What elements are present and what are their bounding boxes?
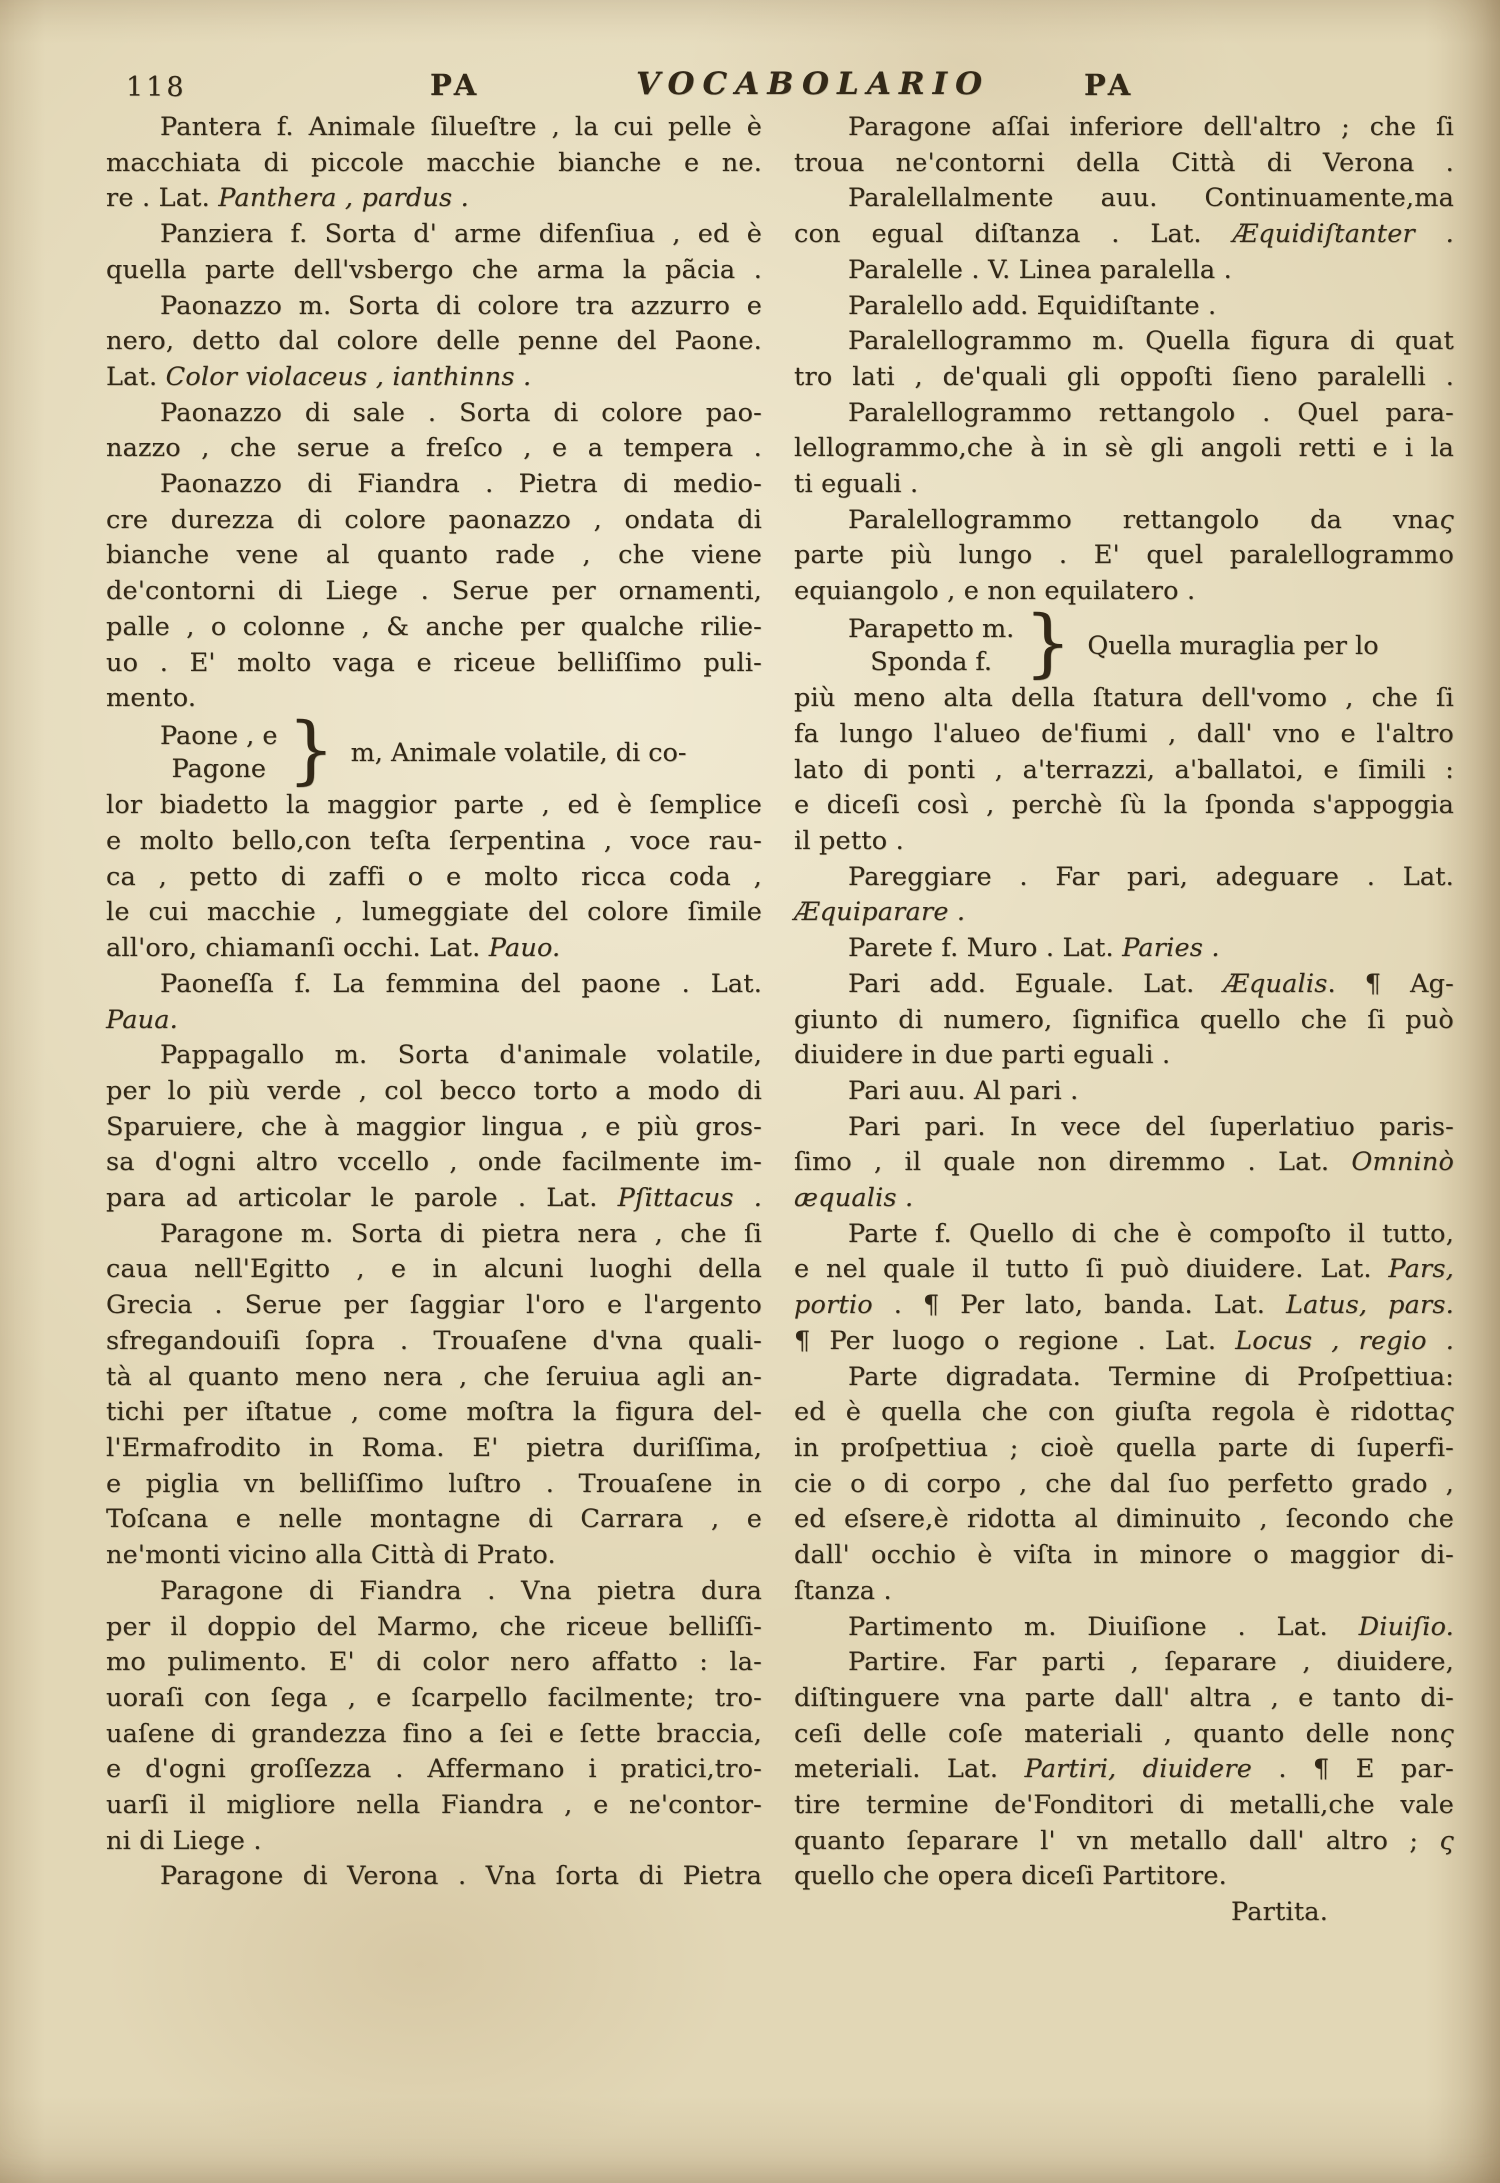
body-text: de'contorni di Liege . Serue per ornamenti, [106,576,762,607]
brace-glyph: } [1024,599,1072,686]
text-line [794,1431,1454,1467]
text-line [106,1038,762,1074]
text-line [106,967,762,1003]
brace-glyph: } [287,706,335,793]
body-text: equiangolo , e non equilatero . [794,576,1196,607]
body-text: ſimo , il quale non diremmo . Lat. [794,1147,1352,1178]
text-line [106,360,762,396]
text-line [794,1145,1454,1181]
body-text: Panziera f. Sorta d' arme difenſiua , ed è [160,219,762,250]
body-text: quanto ſeparare l' vn metallo dall' altro ; [794,1825,1440,1856]
guide-letters-left: PA [430,68,481,102]
body-text: in proſpettiua ; cioè quella parte di ſuperfi- [794,1433,1454,1463]
text-line [794,1181,1454,1217]
body-text: caua nell'Egitto , e in alcuni luoghi della [106,1254,762,1285]
text-line [794,1645,1454,1681]
body-text: le cui macchie , lumeggiate del colore ſimile [106,897,762,928]
latin-italic-text: Æqualis [1223,968,1328,999]
text-line [794,181,1454,217]
text-line [794,574,1454,610]
text-line [106,1252,762,1288]
latin-italic-text: Panthera , pardus . [218,183,469,214]
text-line [106,1752,762,1788]
body-text: mento. [106,683,197,714]
text-line [106,1859,762,1895]
text-line [106,646,762,682]
body-text: Partimento m. Diuiſione . Lat. [848,1611,1359,1642]
brace-entry [794,599,1454,686]
text-line [794,681,1454,717]
brace-headwords [160,720,278,786]
body-text: Toſcana e nelle montagne di Carrara , e [106,1504,762,1535]
text-line [106,931,762,967]
body-text: Parte f. Quello di che è compoſto il tutto, [848,1218,1454,1249]
text-line [794,146,1454,182]
text-line [794,1038,1454,1074]
body-text: fa lungo l'alueo de'fiumi , dall' vno e l'altro [794,718,1454,749]
text-line [106,1110,762,1146]
text-line [794,717,1454,753]
body-text: tire termine de'Fonditori di metalli,che vale [794,1790,1454,1821]
text-line [794,1252,1454,1288]
text-line [794,324,1454,360]
text-line [106,1610,762,1646]
body-text: il petto . [794,826,904,857]
text-line [106,1217,762,1253]
body-text: e nel quale il tutto ſi può diuidere. Lat. [794,1254,1389,1285]
headword: Paone , e [160,720,278,751]
body-text: Paonazzo di Fiandra . Pietra di medio- [160,469,762,500]
catchword [794,1895,1454,1931]
running-title: VOCABOLARIO [636,66,991,102]
body-text: meteriali. Lat. [794,1754,1025,1785]
body-text: con egual diſtanza . Lat. [794,219,1233,250]
text-line [106,1824,762,1860]
body-text: l'Ermafrodito in Roma. E' pietra duriſſima, [106,1433,762,1463]
latin-italic-text: Æquidiſtanter . [1232,219,1454,250]
page-number: 118 [126,72,187,103]
body-text: Paralellogrammo rettangolo da vna [848,504,1440,535]
body-text: Paragone di Verona . Vna ſorta di Pietra [160,1861,762,1892]
body-text: Paonazzo m. Sorta di colore tra azzurro e [160,290,762,321]
text-line [794,931,1454,967]
text-line [794,1395,1454,1431]
text-line [106,1681,762,1717]
body-text: Lat. [106,361,166,392]
body-text: sa d'ogni altro vccello , onde facilmente im- [106,1147,762,1178]
body-text: troua ne'contorni della Città di Verona . [794,147,1454,178]
body-text: Partire. Far parti , ſeparare , diuidere, [848,1647,1454,1678]
body-text: Paragone di Fiandra . Vna pietra dura [160,1575,762,1606]
body-text: quella parte dell'vsbergo che arma la pãcia . [106,254,762,285]
body-text: sfregandouiſi ſopra . Trouaſene d'vna quali- [106,1325,762,1356]
text-line [794,753,1454,789]
body-text: diſtinguere vna parte dall' altra , e tanto di- [794,1682,1454,1713]
text-line [794,1610,1454,1646]
headword: Parapetto m. [848,613,1015,644]
headword: Pagone [171,753,266,784]
body-text: ca , petto di zaffi o e molto ricca coda , [106,861,762,892]
text-line [106,503,762,539]
body-text: macchiata di piccole macchie bianche e ne. [106,147,762,178]
body-text: Paragone m. Sorta di pietra nera , che ſi [160,1218,762,1249]
text-line [794,253,1454,289]
text-line [106,217,762,253]
body-text: Partita. [1231,1897,1328,1928]
body-text: para ad articolar le parole . Lat. [106,1183,618,1214]
body-text: Pari auu. Al pari . [848,1075,1079,1106]
body-text: Paralelle . V. Linea paralella . [848,254,1232,285]
body-text: Parte digradata. Termine di Proſpettiua: [848,1361,1454,1392]
body-text: lellogrammo,che à in sè gli angoli retti e i la [794,433,1454,464]
text-line [794,824,1454,860]
text-line [794,967,1454,1003]
text-line [794,788,1454,824]
body-text: uaſene di grandezza fino a ſei e ſette braccia, [106,1718,762,1749]
body-text: nero, detto dal colore delle penne del Paone. [106,326,762,357]
text-line [106,1145,762,1181]
text-line [106,181,762,217]
body-text: . ¶ Per lato, banda. Lat. [872,1290,1286,1321]
body-text: e piglia vn belliſſimo luſtro . Trouaſene in [106,1468,762,1499]
column-right [794,110,1454,1931]
text-line [106,788,762,824]
text-line [794,1003,1454,1039]
text-line [794,1538,1454,1574]
latin-italic-text: Pars, [1388,1254,1454,1285]
text-line [794,396,1454,432]
latin-italic-text: portio [794,1290,873,1321]
text-line [106,1324,762,1360]
page-header [0,58,1500,104]
text-line [794,1074,1454,1110]
body-text: Paralello add. Equidiſtante . [848,290,1217,321]
text-line [794,1502,1454,1538]
text-line [794,1324,1454,1360]
text-line [106,610,762,646]
text-line [106,1717,762,1753]
latin-italic-text: Diuiſio. [1358,1611,1454,1642]
body-text: più meno alta della ſtatura dell'vomo , che ſi [794,683,1454,714]
body-text: parte più lungo . E' quel paralellogrammo [794,540,1454,571]
body-text: mo pulimento. E' di color nero affatto : la- [106,1647,762,1678]
text-line [106,1574,762,1610]
body-text: per il doppio del Marmo, che riceue belliſſi- [106,1611,762,1642]
text-line [106,681,762,717]
body-text: cie o di corpo , che dal ſuo perfetto grado , [794,1468,1454,1499]
body-text: Pantera f. Animale ſilueſtre , la cui pelle è [160,112,762,142]
text-line [106,824,762,860]
body-text: Paralellogrammo m. Quella figura di quat [848,326,1454,357]
body-text: ne'monti vicino alla Città di Prato. [106,1540,556,1571]
body-text: lato di ponti , a'terrazzi, a'ballatoi, e ſimili : [794,754,1454,785]
body-text: Pari pari. In vece del ſuperlatiuo paris- [848,1111,1454,1142]
text-line [794,1467,1454,1503]
text-line [794,1752,1454,1788]
text-line [794,110,1454,146]
body-text: cre durezza di colore paonazzo , ondata di [106,504,762,535]
body-text: Pareggiare . Far pari, adeguare . Lat. [848,861,1454,892]
text-line [106,1074,762,1110]
body-text: Pari add. Eguale. Lat. [848,968,1224,999]
body-text: Paoneſſa f. La femmina del paone . Lat. [160,968,762,999]
body-text: re . Lat. [106,183,219,214]
text-line [794,1110,1454,1146]
latin-italic-text: Paries . [1122,933,1220,964]
body-text: Paragone aſſai inferiore dell'altro ; che ſi [848,112,1454,142]
text-line [106,1360,762,1396]
text-line [794,1824,1454,1860]
text-line [106,1181,762,1217]
text-line [106,1788,762,1824]
body-text: Grecia . Serue per ſaggiar l'oro e l'argento [106,1290,762,1321]
body-text: ti eguali . [794,469,919,500]
body-text: Paralellogrammo rettangolo . Quel para- [848,397,1454,428]
body-text: all'oro, chiamanſi occhi. Lat. [106,933,489,964]
latin-italic-text: Pauo. [488,933,561,964]
guide-letters-right: PA [1084,68,1135,102]
body-text: ¶ Per luogo o regione . Lat. [794,1325,1236,1356]
text-line [106,574,762,610]
body-text: uoraſi con ſega , e ſcarpello facilmente; tro- [106,1682,762,1713]
column-left [106,110,762,1895]
body-text: giunto di numero, ſignifica quello che ſi può [794,1004,1454,1035]
text-line [794,360,1454,396]
text-line [794,1859,1454,1895]
body-text: ed è quella che con giuſta regola è ridotta [794,1397,1440,1428]
text-line [106,1395,762,1431]
text-line [794,1360,1454,1396]
body-text: dall' occhio è viſta in minore o maggior di- [794,1540,1454,1571]
text-line [794,467,1454,503]
body-text: e d'ogni groſſezza . Affermano i pratici,tro- [106,1754,762,1785]
text-line [106,1538,762,1574]
text-line [794,1788,1454,1824]
body-text: tichi per iſtatue , come moſtra la figura del- [106,1397,762,1428]
text-line [106,1645,762,1681]
latin-italic-text: Pſittacus . [617,1183,762,1214]
text-line [106,396,762,432]
body-text: tro lati , de'quali gli oppoſti ſieno paralelli . [794,361,1454,392]
headword: Sponda f. [870,646,993,677]
text-line [106,860,762,896]
latin-italic-text: Paua. [106,1004,178,1035]
body-text: Paralellalmente auu. Continuamente,ma [848,183,1454,214]
body-text: ſtanza . [794,1575,892,1606]
body-text: diuidere in due parti eguali . [794,1040,1171,1071]
brace-definition: m, Animale volatile, di co- [350,737,687,768]
text-line [106,1288,762,1324]
text-line [106,538,762,574]
text-line [794,289,1454,325]
body-text: ni di Liege . [106,1825,262,1856]
text-line [106,467,762,503]
body-text: lor biadetto la maggior parte , ed è ſemplice [106,790,762,821]
text-line [106,1502,762,1538]
body-text: uo . E' molto vaga e riceue belliſſimo puli- [106,647,762,678]
text-line [106,289,762,325]
body-text: e diceſi così , perchè ſù la ſponda s'appoggia [794,790,1454,821]
text-line [794,895,1454,931]
text-line [106,110,762,146]
body-text: ceſi delle coſe materiali , quanto delle non [794,1718,1440,1749]
text-line [106,253,762,289]
text-line [106,1431,762,1467]
brace-headwords [848,613,1014,679]
body-text: palle , o colonne , & anche per qualche rilie- [106,611,762,642]
body-text: quello che opera diceſi Partitore. [794,1861,1227,1892]
text-line [106,1003,762,1039]
latin-italic-text: ς [1439,1718,1454,1749]
latin-italic-text: ς [1439,1397,1454,1428]
text-line [794,217,1454,253]
body-text: bianche vene al quanto rade , che viene [106,540,762,571]
latin-italic-text: Locus , regio . [1235,1325,1454,1356]
body-text: ed eſsere,è ridotta al diminuito , ſecondo che [794,1504,1454,1535]
text-line [794,860,1454,896]
latin-italic-text: Æquiparare . [794,897,966,928]
latin-italic-text: æqualis . [794,1183,914,1214]
text-line [106,431,762,467]
body-text: Parete f. Muro . Lat. [848,933,1123,964]
text-line [794,538,1454,574]
body-text: tà al quanto meno nera , che ſeruiua agli an- [106,1361,762,1392]
text-line [794,431,1454,467]
body-text: e molto bello,con teſta ſerpentina , voce rau- [106,826,762,857]
body-text: . ¶ E par- [1252,1754,1454,1785]
latin-italic-text: ς [1439,504,1454,535]
body-text: uarſi il migliore nella Fiandra , e ne'contor- [106,1790,762,1821]
body-text: . ¶ Ag- [1327,968,1454,999]
latin-italic-text: Color violaceus , ianthinns . [165,361,532,392]
body-text: Sparuiere, che à maggior lingua , e più gros- [106,1111,762,1142]
latin-italic-text: Latus, pars. [1285,1290,1454,1321]
body-text: Pappagallo m. Sorta d'animale volatile, [160,1040,762,1071]
latin-italic-text: Partiri, diuidere [1024,1754,1253,1785]
text-line [794,1288,1454,1324]
text-line [794,1681,1454,1717]
text-line [794,1217,1454,1253]
text-line [106,895,762,931]
body-text: per lo più verde , col becco torto a modo di [106,1075,762,1106]
latin-italic-text: ς [1439,1825,1454,1856]
body-text: Paonazzo di sale . Sorta di colore pao- [160,397,762,428]
latin-italic-text: Omninò [1351,1147,1454,1178]
text-line [106,146,762,182]
text-line [106,324,762,360]
text-line [794,503,1454,539]
text-line [794,1717,1454,1753]
text-line [794,1574,1454,1610]
brace-definition: Quella muraglia per lo [1087,630,1379,661]
brace-entry [106,706,762,793]
text-line [106,1467,762,1503]
body-text: nazzo , che serue a freſco , e a tempera . [106,433,762,464]
